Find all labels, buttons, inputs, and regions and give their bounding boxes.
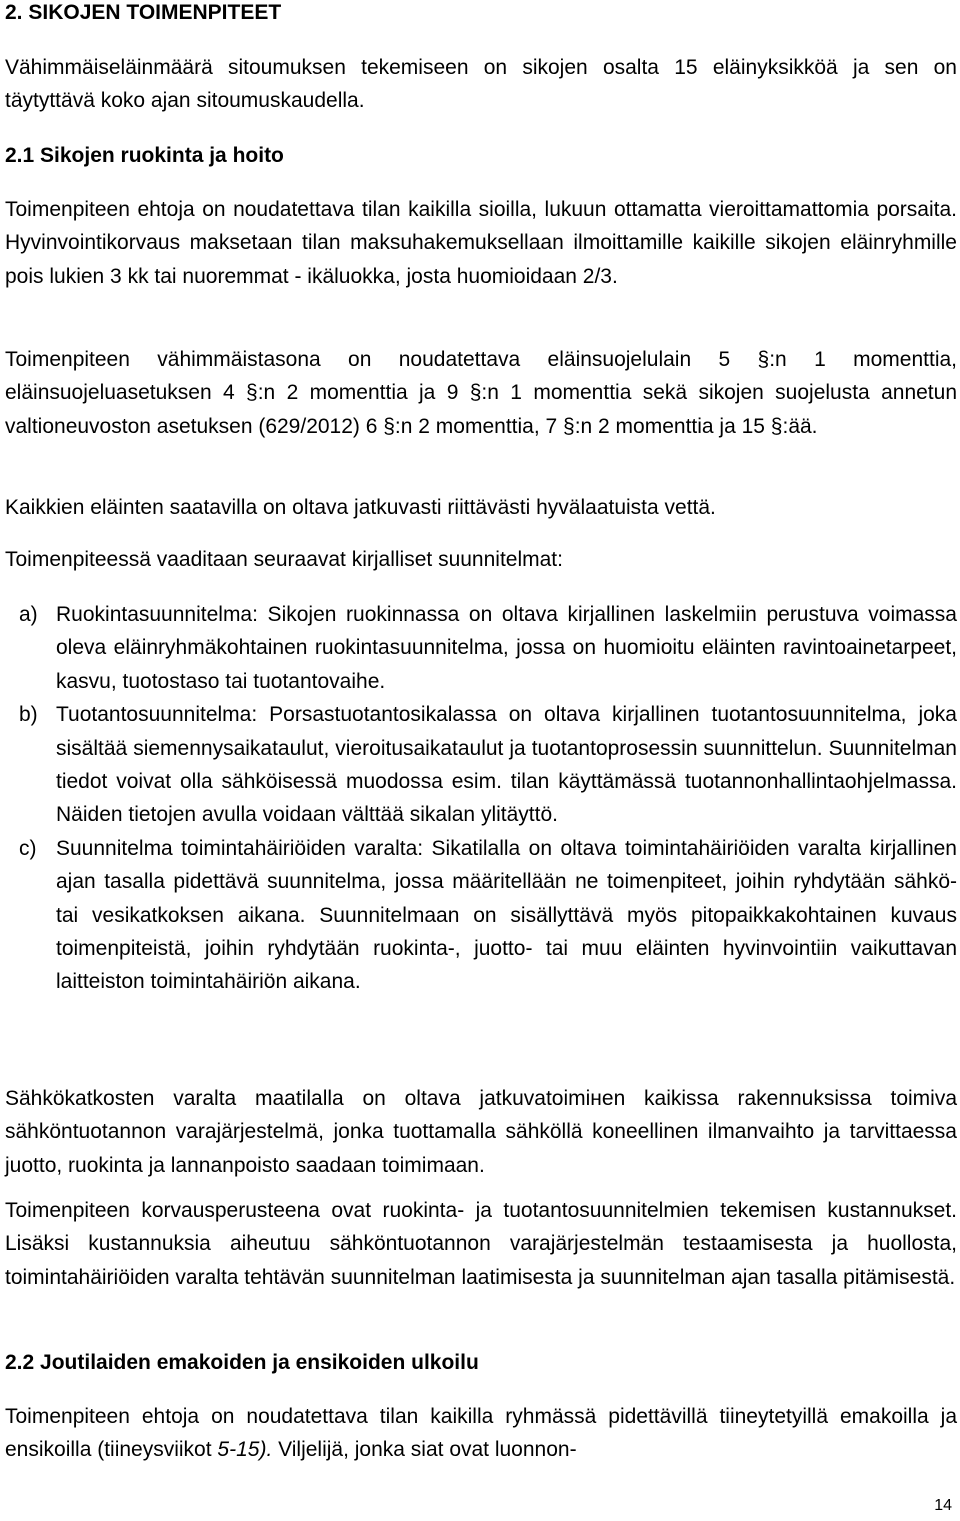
list-item <box>5 832 957 999</box>
list-marker: b) <box>19 703 38 727</box>
list-item-text: Ruokintasuunnitelma: Sikojen ruokinnassa on oltava kirjallinen laskelmiin perustuva voimassa oleva eläinryhmäkohtainen ruokintasuunnitelma, jossa on huomioitu eläinten ravintoainetarpeet, kasvu, tuotostaso tai tuotantovaihe. <box>56 603 957 693</box>
subsection-heading-2-2: 2.2 Joutilaiden emakoiden ja ensikoiden ulkoilu <box>5 1351 479 1374</box>
section-heading: 2. SIKOJEN TOIMENPITEET <box>5 1 282 24</box>
paragraph-plans-intro: Toimenpiteessä vaaditaan seuraavat kirjalliset suunnitelmat: <box>5 548 563 571</box>
paragraph-text-end: Viljelijä, jonka siat ovat luonnon- <box>272 1438 577 1462</box>
list-item <box>5 598 957 698</box>
list-item-text: Suunnitelma toimintahäiriöiden varalta: Sikatilalla on oltava toimintahäiriöiden varalta kirjallinen ajan tasalla pidettävä suunnitelma, jossa määritellään ne toimenpiteet, joihin ryhdytään sähkö- tai vesikatkoksen aikana. Suunnitelmaan on sisällyttävä myös pitopaikkakohtainen kuvaus toimenpiteistä, joihin ryhdytään ruokinta-, juotto- tai muu eläinten hyvinvointiin vaikuttavan laitteiston toimintahäiriön aikana. <box>56 836 957 994</box>
paragraph-compensation-basis: Toimenpiteen korvausperusteena ovat ruokinta- ja tuotantosuunnitelmien tekemisen kustannukset. Lisäksi kustannuksia aiheutuu sähköntuotannon varajärjestelmän testaamisesta ja huollosta, toimintahäiriöiden varalta tehtävän suunnitelman laatimisesta ja suunnitelman ajan tasalla pitämisestä. <box>5 1199 957 1289</box>
plans-list <box>5 598 957 999</box>
section-intro: Vähimmäiseläinmäärä sitoumuksen tekemiseen on sikojen osalta 15 eläinyksikköä ja sen on täytyttävä koko ajan sitoumuskaudella. <box>5 56 957 113</box>
list-marker: a) <box>19 603 38 626</box>
list-item <box>5 698 957 832</box>
paragraph-water: Kaikkien eläinten saatavilla on oltava jatkuvasti riittävästi hyvälaatuista vettä. <box>5 496 716 519</box>
paragraph-text-italic: 5-15). <box>217 1438 273 1462</box>
paragraph-outdoor-access <box>5 1400 957 1467</box>
page-number: 14 <box>934 1497 952 1514</box>
paragraph-scope: Toimenpiteen ehtoja on noudatettava tilan kaikilla sioilla, lukuun ottamatta vieroittamattomia porsaita. Hyvinvointikorvaus maksetaan tilan maksuhakemuksellaan ilmoittamille kaikille sikojen eläinryhmille pois lukien 3 kk tai nuoremmat - ikäluokka, josta huomioidaan 2/3. <box>5 198 957 288</box>
paragraph-backup-power: Sähkökatkosten varalta maatilalla on oltava jatkuvatoimінen kaikissa rakennuksissa toimiva sähköntuotannon varajärjestelmä, jonka tuottamalla sähköllä koneellinen ilmanvaihto ja tarvittaessa juotto, ruokinta ja lannanpoisto saadaan toimimaan. <box>5 1087 957 1177</box>
paragraph-minimum-level: Toimenpiteen vähimmäistasona on noudatettava eläinsuojelulain 5 §:n 1 momenttia, eläinsuojeluasetuksen 4 §:n 2 momenttia ja 9 §:n 1 momenttia sekä sikojen suojelusta annetun valtioneuvoston asetuksen (629/2012) 6 §:n 2 momenttia, 7 §:n 2 momenttia ja 15 §:ää. <box>5 348 957 438</box>
list-item-text: Tuotantosuunnitelma: Porsastuotantosikalassa on oltava kirjallinen tuotantosuunnitelma, joka sisältää siemennysaikataulut, vieroitusaikataulut ja tuotantoprosessin suunnittelun. Suunnitelman tiedot voivat olla sähköisessä muodossa esim. tilan käyttämässä tuotannonhallintaohjelmassa. Näiden tietojen avulla voidaan välttää sikalan ylitäyttö. <box>56 703 957 827</box>
subsection-heading-2-1: 2.1 Sikojen ruokinta ja hoito <box>5 144 284 167</box>
paragraph-text-start: Toimenpiteen ehtoja on noudatettava tilan kaikilla ryhmässä pidettävillä tiineytetyillä emakoilla ja ensikoilla (tiineysviikot <box>5 1405 957 1462</box>
list-marker: c) <box>19 836 37 860</box>
